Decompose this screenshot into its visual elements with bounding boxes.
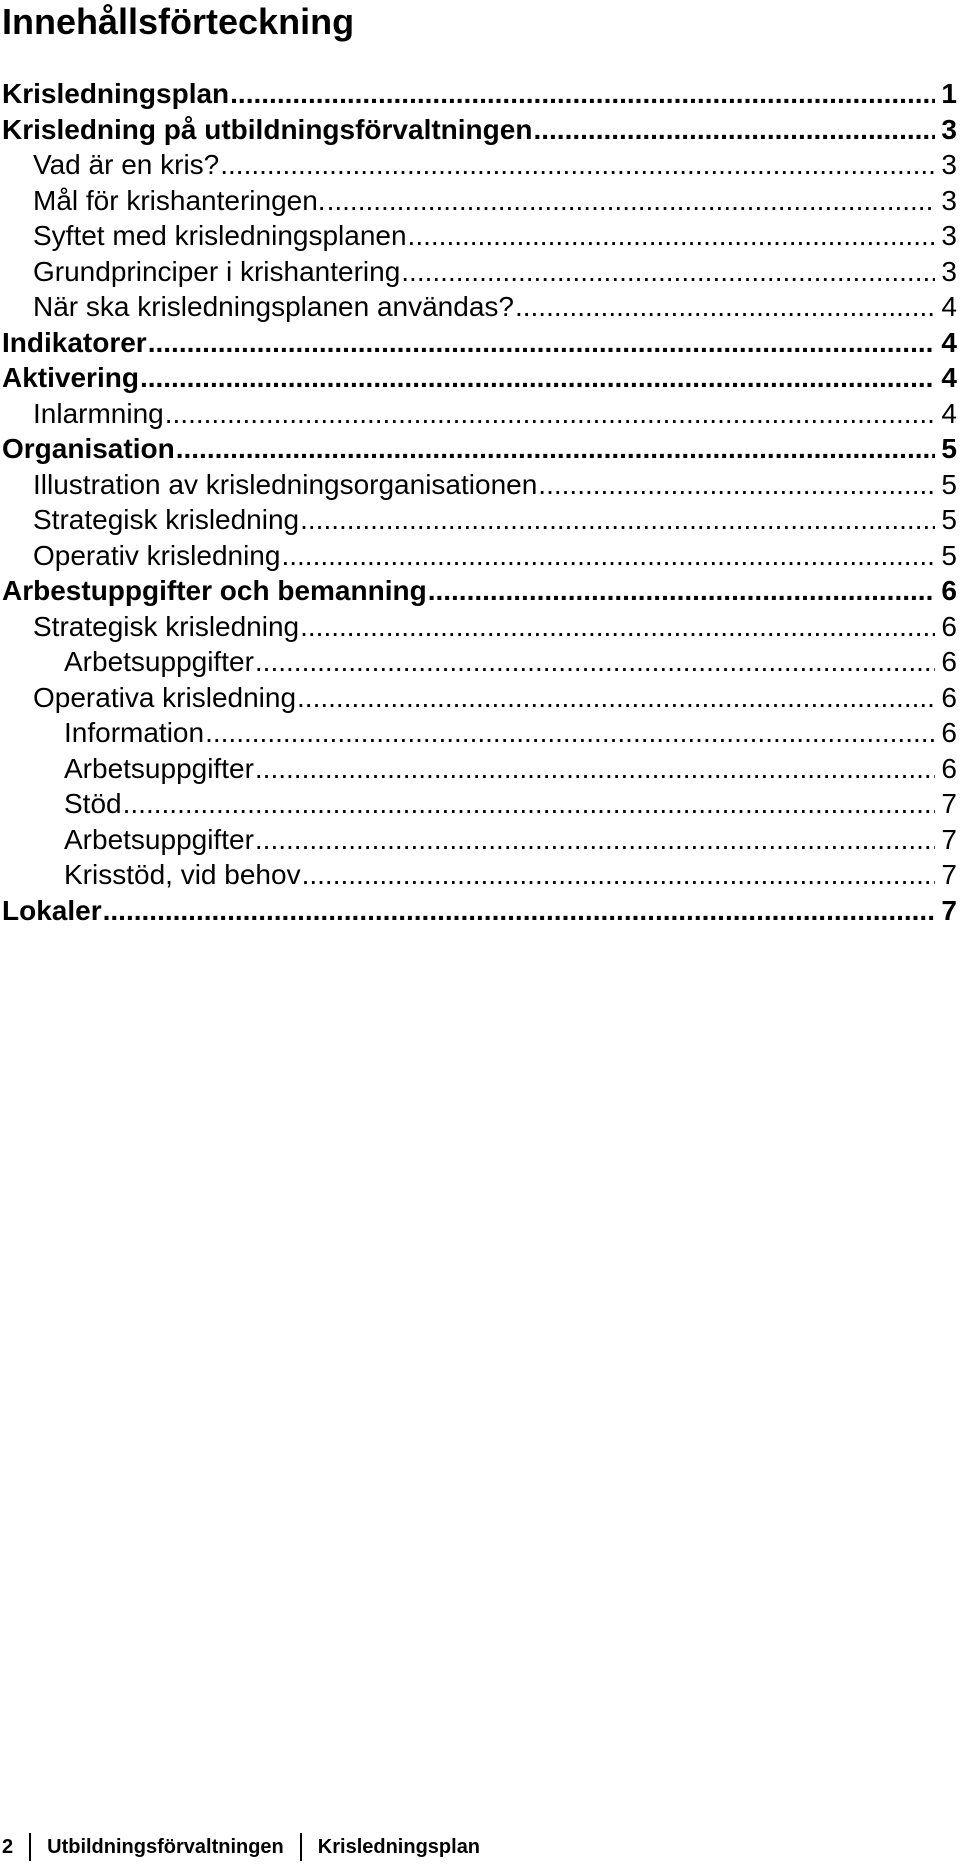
toc-entry[interactable] [2, 183, 957, 219]
toc-dot-leader [515, 289, 935, 325]
toc-entry-page-number: 1 [941, 78, 957, 109]
toc-entry-page-number: 6 [941, 717, 957, 748]
toc-entry-title: Krisledningsplan [2, 78, 230, 109]
toc-entry-page-number: 7 [941, 823, 957, 855]
toc-entry-page-number: 7 [941, 894, 957, 926]
footer-page-number: 2 [2, 1835, 14, 1858]
toc-entry-title: Krisledning på utbildningsförvaltningen [2, 113, 533, 145]
toc-entry[interactable] [2, 573, 957, 609]
toc-entry[interactable] [2, 786, 957, 822]
toc-entry[interactable] [2, 751, 957, 787]
toc-dot-leader [255, 751, 936, 787]
toc-dot-leader [297, 680, 935, 716]
toc-dot-leader [300, 502, 935, 538]
toc-entry-title: Arbetsuppgifter [64, 646, 254, 677]
toc-entry-page-number: 6 [941, 752, 957, 784]
toc-dot-leader [281, 538, 935, 574]
toc-entry-title: Operativa krisledning [33, 681, 297, 713]
toc-entry-page-number: 3 [941, 184, 957, 216]
toc-entry[interactable] [2, 112, 957, 148]
toc-dot-leader [300, 609, 935, 645]
toc-entry-title: Krisstöd, vid behov [64, 859, 301, 890]
toc-entry-title: Arbetsuppgifter [64, 752, 254, 784]
toc-entry-page-number: 3 [941, 149, 957, 180]
toc-entry-page-number: 4 [941, 326, 957, 358]
toc-entry-title: Lokaler [2, 894, 102, 926]
toc-entry[interactable] [2, 76, 957, 112]
toc-entry-page-number: 7 [941, 859, 957, 890]
toc-entry-title: Strategisk krisledning [33, 504, 300, 535]
toc-entry-title: Indikatorer [2, 326, 147, 358]
toc-dot-leader [230, 76, 935, 112]
toc-entry-title: Strategisk krisledning [33, 610, 300, 642]
toc-entry[interactable] [2, 254, 957, 290]
toc-entry[interactable] [2, 893, 957, 929]
toc-entry[interactable] [2, 396, 957, 432]
toc-entry-page-number: 4 [941, 397, 957, 429]
toc-entry[interactable] [2, 218, 957, 254]
toc-dot-leader [538, 467, 935, 503]
toc-dot-leader [408, 218, 936, 254]
toc-dot-leader [205, 715, 935, 751]
toc-entry-title: Arbetsuppgifter [64, 823, 254, 855]
toc-dot-leader [533, 112, 935, 148]
toc-entry[interactable] [2, 715, 957, 751]
toc-entry[interactable] [2, 857, 957, 893]
footer-document-title: Krisledningsplan [317, 1835, 481, 1858]
toc-entry[interactable] [2, 680, 957, 716]
toc-entry-title: När ska krisledningsplanen användas? [33, 291, 514, 322]
toc-entry-title: Organisation [2, 433, 175, 464]
toc-entry-page-number: 3 [941, 220, 957, 251]
toc-entry-title: Stöd [64, 788, 122, 819]
toc-heading: Innehållsförteckning [2, 1, 355, 42]
toc-entry[interactable] [2, 467, 957, 503]
toc-entry-title: Information [64, 717, 205, 748]
toc-entry[interactable] [2, 609, 957, 645]
toc-entry[interactable] [2, 822, 957, 858]
toc-dot-leader [255, 644, 936, 680]
toc-entry-page-number: 6 [941, 681, 957, 713]
toc-entry-page-number: 4 [941, 362, 957, 393]
toc-entry-page-number: 3 [941, 113, 957, 145]
toc-entry-title: Arbestuppgifter och bemanning [2, 575, 427, 606]
toc-entry-page-number: 5 [941, 433, 957, 464]
toc-entry-page-number: 6 [941, 610, 957, 642]
toc-entry-page-number: 6 [941, 575, 957, 606]
toc-entry[interactable] [2, 325, 957, 361]
toc-entry-page-number: 7 [941, 788, 957, 819]
toc-dot-leader [148, 325, 936, 361]
toc-entry[interactable] [2, 644, 957, 680]
toc-entry-page-number: 3 [941, 255, 957, 287]
toc-dot-leader [103, 893, 936, 929]
toc-entry-page-number: 6 [941, 646, 957, 677]
toc-entry-title: Mål för krishanteringen. [33, 184, 326, 216]
toc-dot-leader [176, 431, 936, 467]
toc-entry-page-number: 4 [941, 291, 957, 322]
toc-entry-title: Grundprinciper i krishantering [33, 255, 401, 287]
toc-dot-leader [123, 786, 936, 822]
toc-entry[interactable] [2, 147, 957, 183]
toc-entry-title: Vad är en kris? [33, 149, 220, 180]
footer-organization: Utbildningsförvaltningen [47, 1835, 284, 1858]
page-footer [2, 1832, 480, 1862]
toc-entry-page-number: 5 [941, 504, 957, 535]
toc-entry-page-number: 5 [941, 468, 957, 500]
toc-entry[interactable] [2, 360, 957, 396]
table-of-contents [2, 76, 957, 928]
toc-entry-title: Syftet med krisledningsplanen [33, 220, 407, 251]
toc-entry-title: Aktivering [2, 362, 139, 393]
toc-entry[interactable] [2, 289, 957, 325]
toc-entry[interactable] [2, 502, 957, 538]
toc-dot-leader [327, 183, 936, 219]
toc-dot-leader [140, 360, 935, 396]
toc-dot-leader [165, 396, 936, 432]
toc-entry[interactable] [2, 431, 957, 467]
toc-dot-leader [401, 254, 935, 290]
toc-dot-leader [255, 822, 936, 858]
toc-dot-leader [428, 573, 936, 609]
toc-entry-page-number: 5 [941, 539, 957, 571]
toc-entry-title: Operativ krisledning [33, 539, 281, 571]
toc-entry-title: Inlarmning [33, 397, 164, 429]
toc-entry[interactable] [2, 538, 957, 574]
toc-dot-leader [302, 857, 936, 893]
toc-entry-title: Illustration av krisledningsorganisationen [33, 468, 538, 500]
toc-dot-leader [220, 147, 935, 183]
